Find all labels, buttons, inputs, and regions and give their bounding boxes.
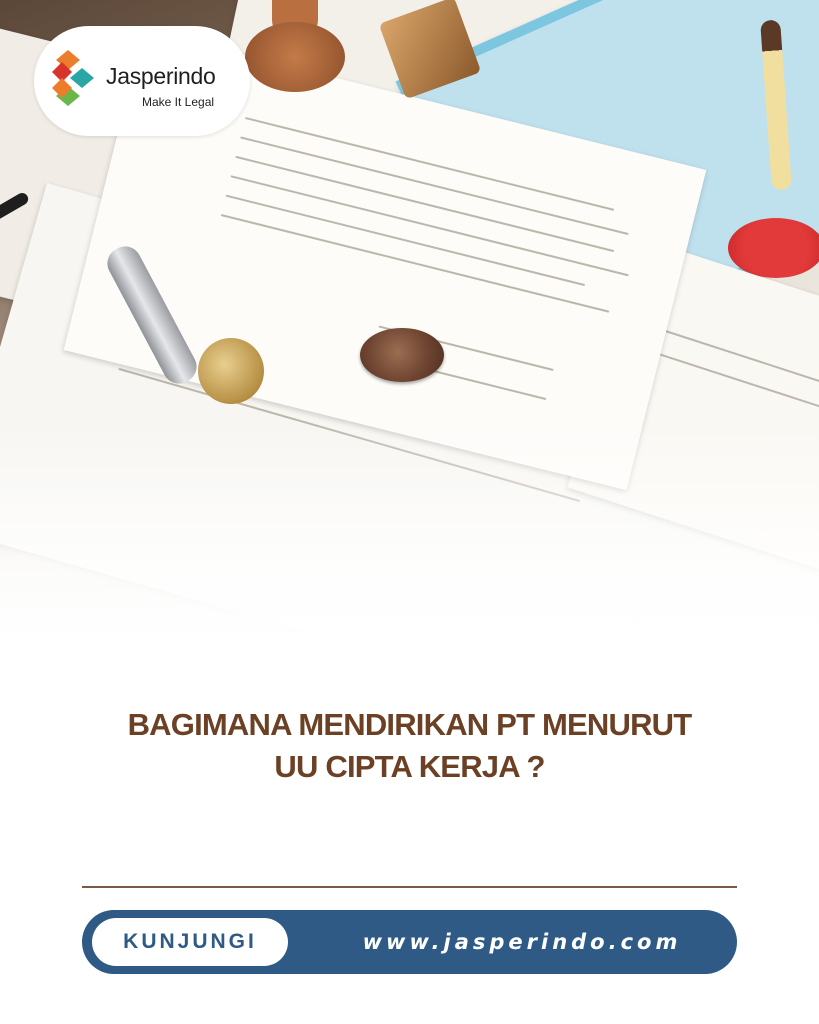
hero-fade-overlay <box>0 420 819 640</box>
visit-button[interactable]: KUNJUNGI <box>92 918 288 966</box>
visit-website-banner[interactable] <box>82 910 737 974</box>
divider <box>82 886 737 888</box>
wooden-stamp <box>245 22 345 92</box>
brand-logo[interactable] <box>34 26 250 136</box>
brand-tagline: Make It Legal <box>142 95 215 109</box>
seal-stamp-head <box>198 338 264 404</box>
brand-name: Jasperindo <box>106 63 216 89</box>
wax-seal-icon <box>360 328 444 382</box>
page-title <box>0 704 819 788</box>
jasperindo-logo-icon <box>48 48 100 112</box>
website-link[interactable]: www.jasperindo.com <box>362 930 682 954</box>
headline-line-1: BAGIMANA MENDIRIKAN PT MENURUT <box>127 707 692 742</box>
red-seal-icon <box>728 218 819 278</box>
headline-line-2: UU CIPTA KERJA ? <box>274 749 545 784</box>
